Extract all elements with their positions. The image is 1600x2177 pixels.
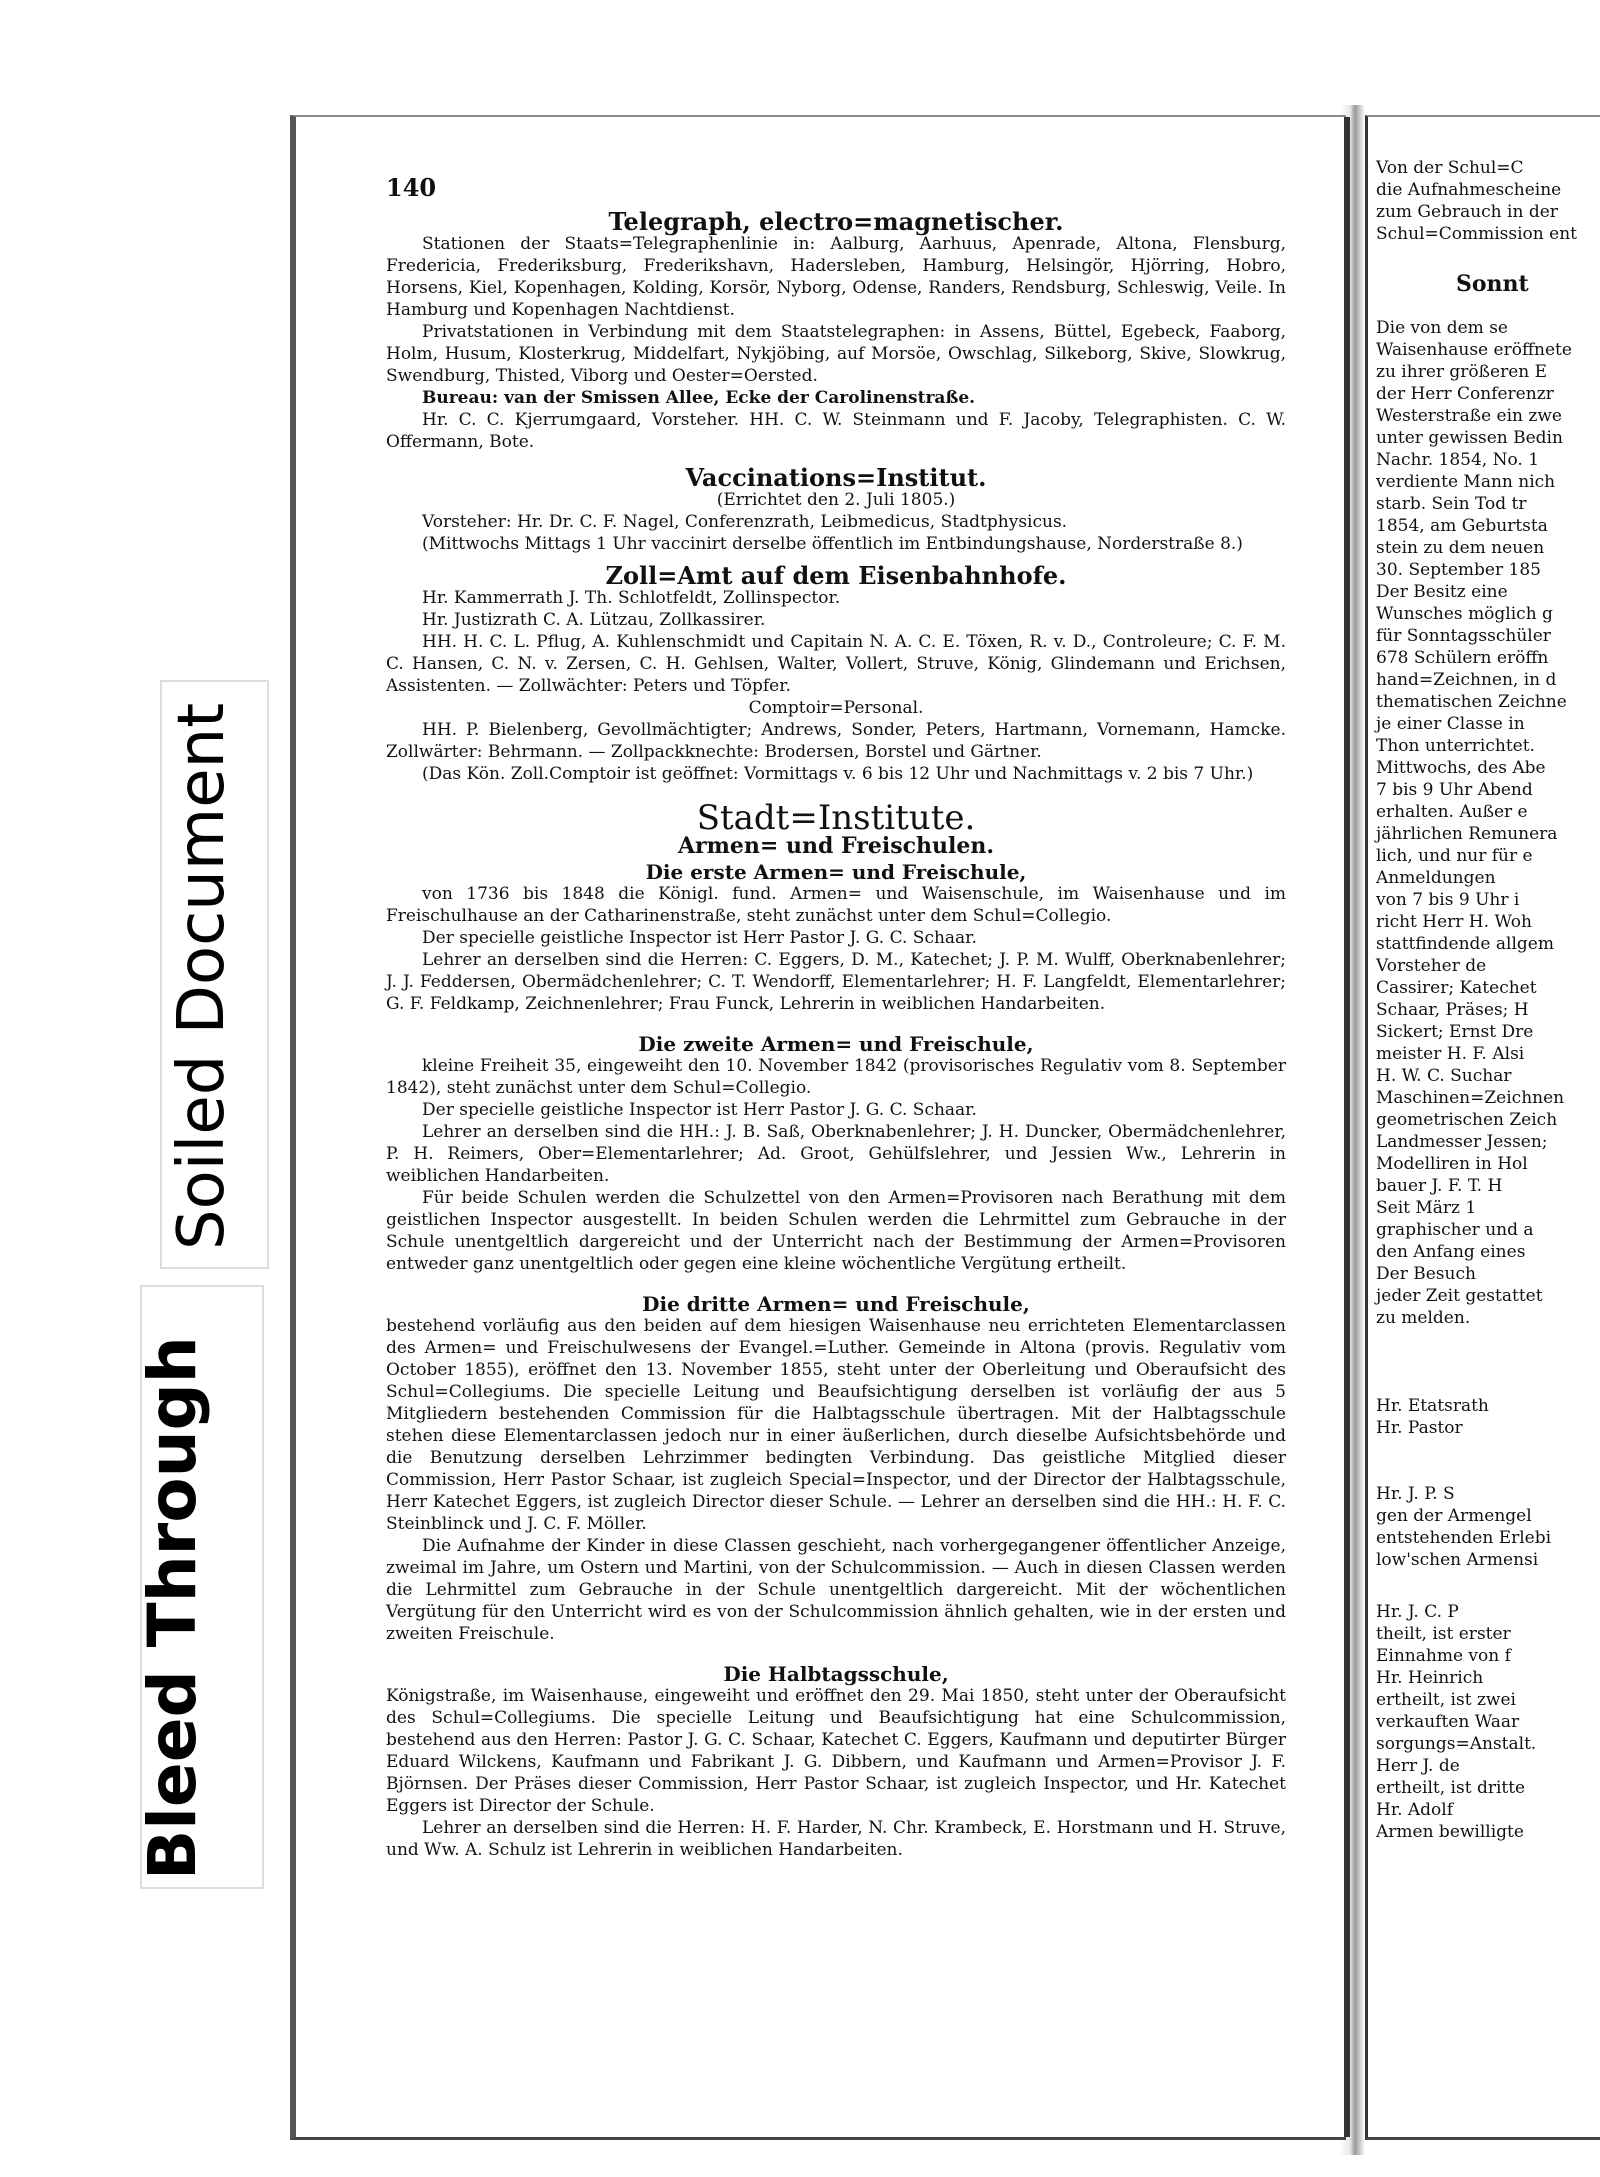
right-page-line: die Aufnahmescheine bbox=[1376, 180, 1562, 200]
right-page-line: zu ihrer größeren E bbox=[1376, 362, 1548, 382]
right-page-line: Seit März 1 bbox=[1376, 1198, 1477, 1218]
right-page-line: H. W. C. Suchar bbox=[1376, 1066, 1512, 1086]
right-page-line: sorgungs=Anstalt. bbox=[1376, 1734, 1537, 1754]
right-page-line: meister H. F. Alsi bbox=[1376, 1044, 1525, 1064]
right-page-line: thematischen Zeichne bbox=[1376, 692, 1567, 712]
customs-p1: Hr. Kammerrath J. Th. Schlotfeldt, Zollinspector. bbox=[422, 588, 841, 608]
right-page-line: den Anfang eines bbox=[1376, 1242, 1526, 1262]
right-page-line: Schaar, Präses; H bbox=[1376, 1000, 1529, 1020]
halftime-p2: Lehrer an derselben sind die Herren: H. F. Harder, N. Chr. Krambeck, E. Horstmann und H. Struve, und Ww. A. Schulz ist Lehrerin in weiblichen Handarbeiten. bbox=[386, 1818, 1286, 1860]
vaccination-est: (Errichtet den 2. Juli 1805.) bbox=[716, 490, 956, 510]
school3-title: Die dritte Armen= und Freischule, bbox=[642, 1292, 1030, 1316]
right-page-line: Westerstraße ein zwe bbox=[1376, 406, 1562, 426]
right-page-line: jeder Zeit gestattet bbox=[1376, 1286, 1543, 1306]
city-institutes-title: Stadt=Institute. bbox=[696, 798, 976, 838]
telegraph-p3: Bureau: van der Smissen Allee, Ecke der Carolinenstraße. bbox=[422, 388, 976, 408]
school3-p1: bestehend vorläufig aus den beiden auf dem hiesigen Waisenhause neu errichteten Elementarclassen des Armen= und Freischulwesens der Evangel.=Luther. Gemeinde in Altona (provis. Regulativ vom October 1855), eröffnet den 13. November 1855, steht unter der Oberleitung und Oberaufsicht des Schul=Collegiums. Die specielle Leitung und Beaufsichtigung derselben ist vorläufig der aus 5 Mitgliedern bestehenden Commission für die Halbtagsschule übertragen. Mit der Halbtagsschule stehen diese Elementarclassen jedoch nur in einer äußerlichen, durch dieselbe Aufsichtsbehörde und die Benutzung derselben Lehrzimmer bedingten Verbindung. Das geistliche Mitglied dieser Commission, Herr Pastor Schaar, ist zugleich Special=Inspector, und der Director der Halbtagsschule, Herr Katechet Eggers, ist zugleich Director dieser Schule. — Lehrer an derselben sind die HH.: H. F. C. Steinblinck und J. C. F. Möller. bbox=[386, 1316, 1286, 1534]
right-page-line: 678 Schülern eröffn bbox=[1376, 648, 1549, 668]
school1-title: Die erste Armen= und Freischule, bbox=[645, 860, 1027, 884]
customs-p3: HH. H. C. L. Pflug, A. Kuhlenschmidt und Capitain N. A. C. E. Töxen, R. v. D., Controleure; C. F. M. C. Hansen, C. N. v. Zersen, C. H. Gehlsen, Walter, Vollert, Struve, König, Glindemann und Erichsen, Assistenten. — Zollwächter: Peters und Töpfer. bbox=[386, 632, 1286, 696]
left-page bbox=[290, 115, 1346, 2140]
school1-p3: Lehrer an derselben sind die Herren: C. Eggers, D. M., Katechet; J. P. M. Wulff, Oberknabenlehrer; J. J. Feddersen, Obermädchenlehrer; C. T. Wendorff, Elementarlehrer; H. F. Langfeldt, Elementarlehrer; G. F. Feldkamp, Zeichnenlehrer; Frau Funck, Lehrerin in weiblichen Handarbeiten. bbox=[386, 950, 1286, 1014]
right-page-line: Nachr. 1854, No. 1 bbox=[1376, 450, 1540, 470]
right-page-line: Hr. J. P. S bbox=[1376, 1484, 1455, 1504]
school1-p2: Der specielle geistliche Inspector ist Herr Pastor J. G. C. Schaar. bbox=[422, 928, 977, 948]
right-page-line: Vorsteher de bbox=[1376, 956, 1487, 976]
right-lines-d bbox=[1376, 1483, 1600, 1571]
book-scan bbox=[270, 95, 1600, 2165]
right-page-content bbox=[1376, 157, 1600, 1843]
right-page-line: Der Besuch bbox=[1376, 1264, 1476, 1284]
right-page-line: Mittwochs, des Abe bbox=[1376, 758, 1546, 778]
right-lines-c bbox=[1376, 1395, 1600, 1439]
right-page-line: Schul=Commission ent bbox=[1376, 224, 1577, 244]
halftime-school-title: Die Halbtagsschule, bbox=[723, 1662, 949, 1686]
bleed-through-label: Bleed Through bbox=[134, 1336, 211, 1880]
soiled-document-label: Soiled Document bbox=[165, 702, 239, 1250]
right-page-line: Hr. Pastor bbox=[1376, 1418, 1463, 1438]
left-page-content bbox=[386, 173, 1286, 1861]
right-page bbox=[1365, 115, 1600, 2140]
right-page-line: hand=Zeichnen, in d bbox=[1376, 670, 1557, 690]
right-page-line: entstehenden Erlebi bbox=[1376, 1528, 1552, 1548]
right-page-line: low'schen Armensi bbox=[1376, 1550, 1539, 1570]
right-page-line: Cassirer; Katechet bbox=[1376, 978, 1537, 998]
school2-p3: Lehrer an derselben sind die HH.: J. B. Saß, Oberknabenlehrer; J. H. Duncker, Obermädchenlehrer, P. H. Reimers, Ober=Elementarlehrer; Ad. Groot, Gehülfslehrer, und Jessien Ww., Lehrerin in weiblichen Handarbeiten. bbox=[386, 1122, 1286, 1186]
right-page-line: Von der Schul=C bbox=[1376, 158, 1524, 178]
school2-p2: Der specielle geistliche Inspector ist Herr Pastor J. G. C. Schaar. bbox=[422, 1100, 977, 1120]
right-page-line: Hr. Heinrich bbox=[1376, 1668, 1484, 1688]
right-page-line: Hr. Adolf bbox=[1376, 1800, 1454, 1820]
school1-p1: von 1736 bis 1848 die Königl. fund. Armen= und Waisenschule, im Waisenhause und im Freischulhause an der Catharinenstraße, steht zunächst unter dem Schul=Collegio. bbox=[386, 884, 1286, 926]
right-page-line: zum Gebrauch in der bbox=[1376, 202, 1558, 222]
vaccination-p2: (Mittwochs Mittags 1 Uhr vaccinirt derselbe öffentlich im Entbindungshause, Norderstraße 8.) bbox=[422, 534, 1243, 554]
right-page-line: jährlichen Remunera bbox=[1376, 824, 1558, 844]
vaccination-p1: Vorsteher: Hr. Dr. C. F. Nagel, Conferenzrath, Leibmedicus, Stadtphysicus. bbox=[422, 512, 1068, 532]
right-page-line: bauer J. F. T. H bbox=[1376, 1176, 1503, 1196]
right-page-line: stein zu dem neuen bbox=[1376, 538, 1545, 558]
telegraph-title: Telegraph, electro=magnetischer. bbox=[608, 207, 1064, 236]
vaccination-title: Vaccinations=Institut. bbox=[685, 463, 987, 492]
school2-p4: Für beide Schulen werden die Schulzettel von den Armen=Provisoren nach Berathung mit dem geistlichen Inspector ausgestellt. In beiden Schulen werden die Lehrmittel zum Gebrauche in der Schule unentgeltlich dargereicht und der Unterricht nach der Bestimmung der Armen=Provisoren entweder ganz unentgeltlich oder gegen eine kleine wöchentliche Vergütung ertheilt. bbox=[386, 1188, 1286, 1274]
right-page-line: Sickert; Ernst Dre bbox=[1376, 1022, 1534, 1042]
right-page-line: Die von dem se bbox=[1376, 318, 1508, 338]
halftime-p1: Königstraße, im Waisenhause, eingeweiht und eröffnet den 29. Mai 1850, steht unter der Oberaufsicht des Schul=Collegiums. Die specielle Leitung und Beaufsichtigung hat eine Schulcommission, bestehend aus den Herren: Pastor J. G. C. Schaar, Katechet C. Eggers, Kaufmann und deputirter Bürger Eduard Wilckens, Kaufmann und Fabrikant J. G. Dibbern, und Kaufmann und Armen=Provisor J. F. Björnsen. Der Präses dieser Commission, Herr Pastor Schaar, ist zugleich Inspector, und Hr. Katechet Eggers ist Director der Schule. bbox=[386, 1686, 1286, 1816]
right-page-line: Thon unterrichtet. bbox=[1376, 736, 1535, 756]
school2-p1: kleine Freiheit 35, eingeweiht den 10. November 1842 (provisorisches Regulativ vom 8. September 1842), steht zunächst unter dem Schul=Collegio. bbox=[386, 1056, 1286, 1098]
right-page-line: von 7 bis 9 Uhr i bbox=[1376, 890, 1520, 910]
right-page-line: je einer Classe in bbox=[1376, 714, 1525, 734]
right-page-line: erhalten. Außer e bbox=[1376, 802, 1528, 822]
right-page-line: gen der Armengel bbox=[1376, 1506, 1532, 1526]
customs-p2: Hr. Justizrath C. A. Lützau, Zollkassirer. bbox=[422, 610, 766, 630]
telegraph-p1: Stationen der Staats=Telegraphenlinie in: Aalburg, Aarhuus, Apenrade, Altona, Flensburg, Fredericia, Frederiksburg, Frederikshavn, Hadersleben, Hamburg, Helsingör, Hjörring, Hobro, Horsens, Kiel, Kopenhagen, Kolding, Korsör, Nyborg, Odense, Randers, Rendsburg, Schleswig, Veile. In Hamburg und Kopenhagen Nachtdienst. bbox=[386, 234, 1286, 320]
poor-schools-subtitle: Armen= und Freischulen. bbox=[677, 833, 994, 859]
page-number: 140 bbox=[386, 173, 437, 202]
right-lines-b bbox=[1376, 317, 1600, 1329]
telegraph-p4: Hr. C. C. Kjerrumgaard, Vorsteher. HH. C. W. Steinmann und F. Jacoby, Telegraphisten. C. W. Offermann, Bote. bbox=[386, 410, 1286, 452]
right-page-line: verkauften Waar bbox=[1376, 1712, 1520, 1732]
right-page-line: 7 bis 9 Uhr Abend bbox=[1376, 780, 1533, 800]
right-page-line: unter gewissen Bedin bbox=[1376, 428, 1563, 448]
right-page-line: 30. September 185 bbox=[1376, 560, 1541, 580]
customs-p5: (Das Kön. Zoll.Comptoir ist geöffnet: Vormittags v. 6 bis 12 Uhr und Nachmittags v. 2 bis 7 Uhr.) bbox=[422, 764, 1254, 784]
right-page-line: Hr. Etatsrath bbox=[1376, 1396, 1489, 1416]
customs-p4: HH. P. Bielenberg, Gevollmächtigter; Andrews, Sonder, Peters, Hartmann, Vornemann, Hamcke. Zollwärter: Behrmann. — Zollpackknechte: Brodersen, Borstel und Gärtner. bbox=[386, 720, 1286, 762]
right-page-line: für Sonntagsschüler bbox=[1376, 626, 1551, 646]
customs-sub: Comptoir=Personal. bbox=[748, 698, 924, 718]
right-page-line: Modelliren in Hol bbox=[1376, 1154, 1528, 1174]
right-page-line: Landmesser Jessen; bbox=[1376, 1132, 1548, 1152]
right-page-line: theilt, ist erster bbox=[1376, 1624, 1511, 1644]
right-page-line: lich, und nur für e bbox=[1376, 846, 1533, 866]
right-page-line: geometrischen Zeich bbox=[1376, 1110, 1558, 1130]
right-page-line: 1854, am Geburtsta bbox=[1376, 516, 1548, 536]
right-page-line: richt Herr H. Woh bbox=[1376, 912, 1532, 932]
right-page-line: Anmeldungen bbox=[1376, 868, 1496, 888]
right-lines-e bbox=[1376, 1601, 1600, 1843]
right-page-line: Der Besitz eine bbox=[1376, 582, 1508, 602]
school3-p2: Die Aufnahme der Kinder in diese Classen geschieht, nach vorhergegangener öffentlicher Anzeige, zweimal im Jahre, um Ostern und Martini, von der Schulcommission. — Auch in diesen Classen werden die Lehrmittel zum Gebrauche in der Schule unentgeltlich dargereicht. Mit der wöchentlichen Vergütung für den Unterricht wird es von der Schulcommission ähnlich gehalten, wie in der ersten und zweiten Freischule. bbox=[386, 1536, 1286, 1644]
right-page-line: zu melden. bbox=[1376, 1308, 1471, 1328]
right-page-line: der Herr Conferenzr bbox=[1376, 384, 1554, 404]
telegraph-p2: Privatstationen in Verbindung mit dem Staatstelegraphen: in Assens, Büttel, Egebeck, Faaborg, Holm, Husum, Klosterkrug, Middelfart, Nykjöbing, auf Morsöe, Owschlag, Silkeborg, Skive, Slowkrug, Swendburg, Thisted, Viborg und Oester=Oersted. bbox=[386, 322, 1286, 386]
right-lines-a bbox=[1376, 157, 1600, 245]
customs-title: Zoll=Amt auf dem Eisenbahnhofe. bbox=[605, 561, 1067, 590]
right-page-line: Waisenhause eröffnete bbox=[1376, 340, 1572, 360]
right-page-line: graphischer und a bbox=[1376, 1220, 1534, 1240]
right-page-line: ertheilt, ist dritte bbox=[1376, 1778, 1526, 1798]
right-section-title: Sonnt bbox=[1456, 271, 1529, 297]
right-page-line: verdiente Mann nich bbox=[1376, 472, 1556, 492]
right-page-line: Wunsches möglich g bbox=[1376, 604, 1553, 624]
right-page-line: stattfindende allgem bbox=[1376, 934, 1554, 954]
right-page-line: Maschinen=Zeichnen bbox=[1376, 1088, 1565, 1108]
right-page-line: ertheilt, ist zwei bbox=[1376, 1690, 1516, 1710]
right-page-line: Armen bewilligte bbox=[1376, 1822, 1524, 1842]
school2-title: Die zweite Armen= und Freischule, bbox=[638, 1032, 1034, 1056]
right-page-line: Herr J. de bbox=[1376, 1756, 1460, 1776]
right-page-line: Hr. J. C. P bbox=[1376, 1602, 1459, 1622]
right-page-line: starb. Sein Tod tr bbox=[1376, 494, 1527, 514]
right-page-line: Einnahme von f bbox=[1376, 1646, 1511, 1666]
